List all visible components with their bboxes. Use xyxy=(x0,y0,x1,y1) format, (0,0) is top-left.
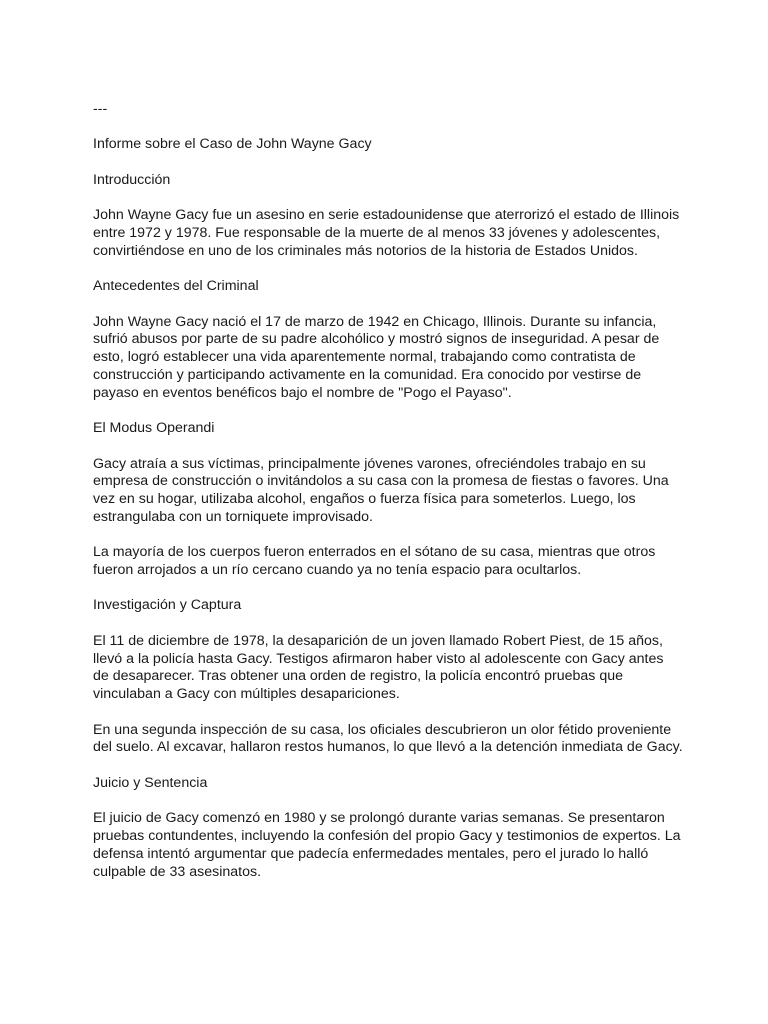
paragraph: El 11 de diciembre de 1978, la desaparición de un joven llamado Robert Piest, de 15 años, llevó a la policía hasta Gacy. Testigos afirmaron haber visto al adolescente con Gacy antes de desaparecer. Tras obtener una orden de registro, la policía encontró pruebas que vinculaban a Gacy con múltiples desapariciones. xyxy=(93,632,664,703)
paragraph: Gacy atraía a sus víctimas, principalmente jóvenes varones, ofreciéndoles trabajo en su empresa de construcción o invitándolos a su casa con la promesa de fiestas o favores. Una vez en su hogar, utilizaba alcohol, engaños o fuerza física para someterlos. Luego, los estrangulaba con un torniquete improvisado. xyxy=(93,455,669,525)
paragraph: John Wayne Gacy nació el 17 de marzo de 1942 en Chicago, Illinois. Durante su infancia, sufrió abusos por parte de su padre alcohólico y mostró signos de inseguridad. A pesar de esto, logró establecer una vida aparentemente normal, trabajando como contratista de construcción y participando activamente en la comunidad. Era conocido por vestirse de payaso en eventos benéficos bajo el nombre de "Pogo el Payaso". xyxy=(93,313,660,401)
section-heading-introduccion: Introducción xyxy=(93,171,171,188)
document-title: Informe sobre el Caso de John Wayne Gacy xyxy=(93,136,372,153)
section-heading-antecedentes: Antecedentes del Criminal xyxy=(93,278,259,295)
separator: --- xyxy=(93,101,108,117)
section-heading-investigacion: Investigación y Captura xyxy=(93,597,242,614)
document-page xyxy=(93,101,683,899)
paragraph: La mayoría de los cuerpos fueron enterrados en el sótano de su casa, mientras que otros fueron arrojados a un río cercano cuando ya no tenía espacio para ocultarlos. xyxy=(93,544,656,579)
paragraph: En una segunda inspección de su casa, los oficiales descubrieron un olor fétido proveniente del suelo. Al excavar, hallaron restos humanos, lo que llevó a la detención inmediata de Gacy. xyxy=(93,721,683,756)
paragraph: John Wayne Gacy fue un asesino en serie estadounidense que aterrorizó el estado de Illinois entre 1972 y 1978. Fue responsable de la muerte de al menos 33 jóvenes y adolescentes, convirtiéndose en uno de los criminales más notorios de la historia de Estados Unidos. xyxy=(93,207,680,259)
paragraph: El juicio de Gacy comenzó en 1980 y se prolongó durante varias semanas. Se presentaron pruebas contundentes, incluyendo la confesión del propio Gacy y testimonios de expertos. La defensa intentó argumentar que padecía enfermedades mentales, pero el jurado lo halló culpable de 33 asesinatos. xyxy=(93,810,681,880)
section-heading-modus-operandi: El Modus Operandi xyxy=(93,420,215,437)
section-heading-juicio: Juicio y Sentencia xyxy=(93,774,208,791)
